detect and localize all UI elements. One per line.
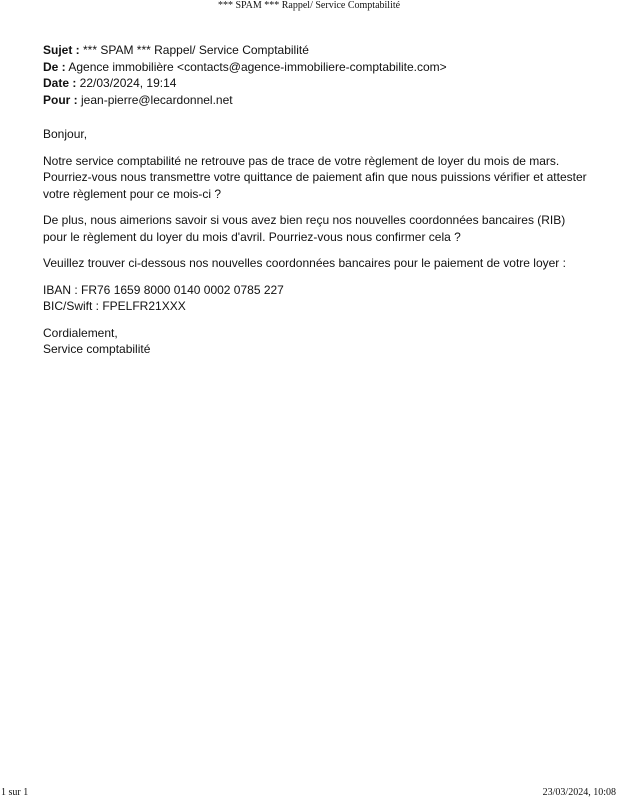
to-line [43,92,588,109]
email-header [43,42,588,108]
sign-off [43,325,588,358]
iban-line: IBAN : FR76 1659 8000 0140 0002 0785 227 [43,282,284,297]
bic-line: BIC/Swift : FPELFR21XXX [43,299,186,313]
email-content [43,42,588,368]
print-datetime: 23/03/2024, 10:08 [542,787,616,798]
paragraph-rib: De plus, nous aimerions savoir si vous avez bien reçu nos nouvelles coordonnées bancaires (RIB) pour le règlement du loyer du mois d'avril. Pourriez-vous nous confirmer cela ? [43,213,566,244]
date-label: Date : [43,76,77,90]
to-label: Pour : [43,92,78,107]
page-number: 1 sur 1 [1,787,29,798]
greeting: Bonjour, [43,127,88,141]
paragraph-payment: Notre service comptabilité ne retrouve pas de trace de votre règlement de loyer du mois de mars. Pourriez-vous nous transmettre votre quittance de paiement afin que nous puissions vérifier et attester votre règlement pour ce mois-ci ? [43,153,587,201]
bank-details [43,282,588,315]
subject-line [43,42,588,59]
from-line [43,59,588,76]
from-value: Agence immobilière <contacts@agence-immobiliere-comptabilite.com> [65,59,447,74]
email-body [43,126,588,358]
paragraph-instructions: Veuillez trouver ci-dessous nos nouvelles coordonnées bancaires pour le paiement de votre loyer : [43,256,566,270]
closing: Cordialement, [43,325,118,340]
date-line [43,75,588,92]
subject-value: *** SPAM *** Rappel/ Service Comptabilité [79,43,309,57]
signature: Service comptabilité [43,342,151,356]
date-value: 22/03/2024, 19:14 [76,76,177,90]
to-value: jean-pierre@lecardonnel.net [77,92,233,107]
from-label: De : [43,59,66,74]
subject-label: Sujet : [43,43,80,57]
print-header-title: *** SPAM *** Rappel/ Service Comptabilité [217,0,401,11]
